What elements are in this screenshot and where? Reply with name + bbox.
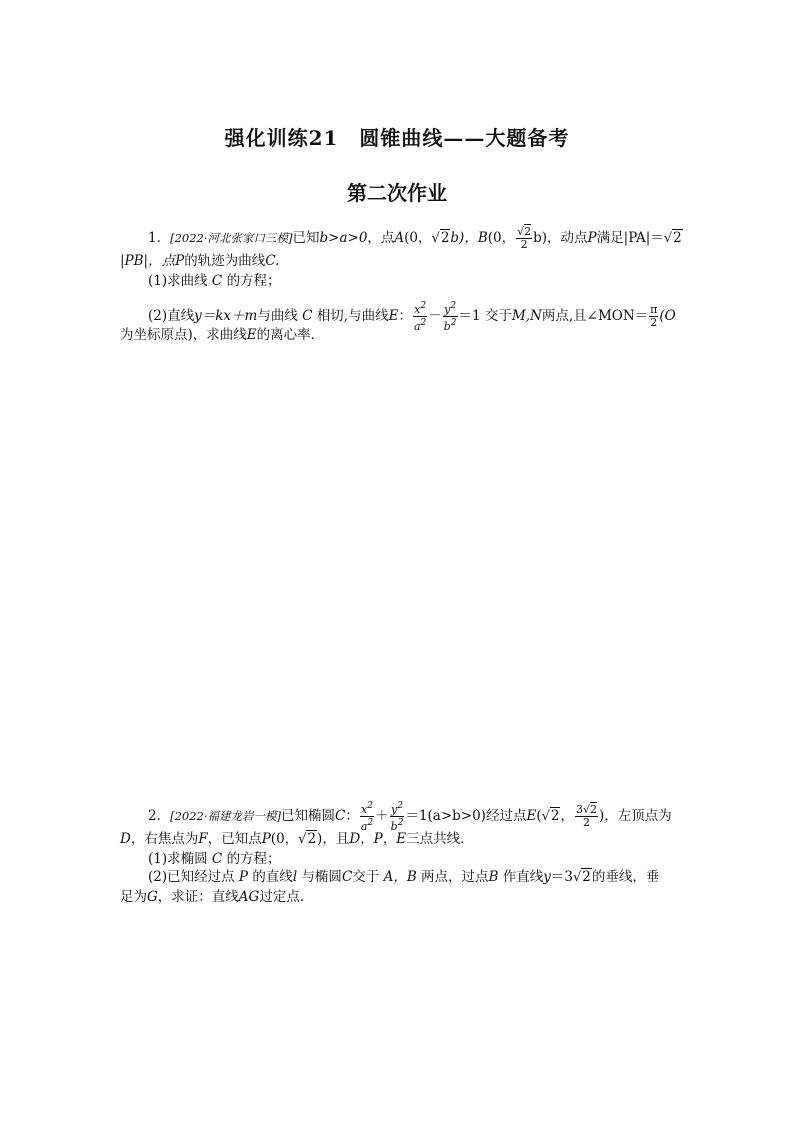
exp: 2 — [367, 801, 373, 811]
text: 过定点． — [259, 889, 314, 905]
coef: 3 — [575, 803, 583, 816]
point-b: B — [477, 230, 488, 246]
text: b)，动点 — [533, 230, 588, 246]
text: 的轨迹为曲线 — [184, 253, 266, 269]
text: ＝1(a>b>0)经过点 — [405, 808, 527, 824]
page-title: 强化训练21 圆锥曲线——大题备考 — [224, 126, 570, 150]
text: 的直线 — [252, 869, 293, 885]
var: x — [414, 303, 421, 316]
fraction-3sqrt2-over-2 — [575, 804, 598, 829]
var: b — [390, 820, 398, 833]
problem2-question1 — [148, 850, 281, 868]
text: ( — [536, 808, 542, 824]
text: (2)直线 — [148, 308, 195, 324]
sqrt-2 — [542, 807, 561, 826]
text: ， — [560, 808, 574, 824]
text: (0， — [270, 831, 299, 847]
fraction-y2-b2 — [390, 800, 405, 833]
problem2-line2 — [120, 830, 474, 849]
var: a — [413, 320, 421, 333]
text: 已知 — [292, 230, 320, 246]
var-y: y — [543, 869, 551, 885]
radicand: 2 — [673, 230, 682, 246]
text: )，且 — [317, 831, 350, 847]
text: (1)求曲线 — [148, 273, 208, 289]
problem2-number: 2． — [148, 808, 171, 824]
problem1-line2 — [120, 252, 279, 270]
point-a: A — [394, 230, 405, 246]
point-b: B — [488, 869, 499, 885]
text: 满足|PA|＝ — [596, 230, 664, 246]
sqrt-2 — [298, 830, 317, 849]
point-f: F — [198, 831, 208, 847]
line-l: l — [292, 869, 298, 885]
denominator — [413, 317, 427, 333]
text: 的垂线，垂 — [591, 869, 660, 885]
curve-e: E — [388, 308, 399, 324]
points-ab: A，B — [383, 869, 417, 885]
text: 的方程； — [226, 851, 281, 867]
problem2-question2 — [148, 868, 659, 887]
text: 已知椭圆 — [281, 808, 335, 824]
text: )，左顶点为 — [599, 808, 672, 824]
exp: 2 — [367, 818, 374, 828]
condition: b>a>0 — [319, 230, 368, 246]
point-p: P — [261, 831, 271, 847]
text: |PB|，点 — [120, 253, 176, 269]
exp: 2 — [397, 801, 403, 811]
text: ＝1 交于 — [458, 308, 512, 324]
fraction-x2-a2 — [413, 300, 427, 333]
text: 为坐标原点)，求曲线 — [120, 327, 247, 343]
ellipse-c: C — [335, 808, 346, 824]
var: a — [360, 820, 368, 833]
denominator: 2 — [650, 316, 658, 329]
radicand: 2 — [307, 831, 317, 847]
radicand: 2 — [550, 808, 560, 824]
point-d: D — [120, 831, 131, 847]
numerator — [413, 300, 427, 317]
text: (0， — [487, 230, 516, 246]
numerator — [443, 300, 458, 317]
point-g: G — [147, 889, 158, 905]
radical: √ — [663, 231, 673, 246]
curve-c: C. — [265, 253, 280, 269]
radical: √ — [573, 870, 582, 885]
var: y — [391, 803, 398, 816]
text: (0， — [404, 230, 432, 246]
text: ： — [398, 308, 412, 324]
exp: 2 — [420, 318, 427, 328]
problem2-line5 — [120, 888, 313, 906]
problem1-line5 — [120, 326, 324, 344]
sqrt-2 — [573, 868, 592, 887]
denominator: 2 — [520, 238, 528, 251]
fraction-sqrt2-over-2 — [516, 226, 532, 251]
text: ，已知点 — [207, 831, 262, 847]
radical: √ — [582, 803, 590, 816]
radicand: 2 — [440, 230, 450, 246]
numerator — [390, 800, 405, 817]
var: y — [444, 303, 451, 316]
problem2-source: [2022·福建龙岩一模] — [170, 809, 281, 823]
curve-e: E — [246, 327, 257, 343]
numerator — [360, 800, 374, 817]
problem1-question1 — [148, 272, 281, 290]
fraction-pi-2 — [649, 304, 658, 329]
point-p: P — [238, 869, 249, 885]
curve-c: C — [211, 273, 223, 289]
ellipse-c: C — [341, 869, 353, 885]
point-e: E — [526, 808, 537, 824]
line-equation: y＝kx＋m — [194, 308, 258, 324]
fraction-y2-b2 — [443, 300, 458, 333]
text: 的离心率． — [256, 327, 325, 343]
curve-c: C — [302, 308, 313, 324]
var: x — [361, 803, 368, 816]
problem1-line1 — [148, 226, 683, 251]
denominator — [443, 317, 458, 333]
text: 两点,且∠MON＝ — [541, 308, 649, 324]
text: (2)已知经过点 — [148, 869, 235, 885]
radical: √ — [517, 225, 525, 238]
exp: 2 — [450, 318, 457, 328]
text: ： — [345, 808, 359, 824]
radicand: 2 — [524, 225, 532, 238]
problem1-source: [2022·河北张家口三模] — [170, 231, 293, 245]
exp: 2 — [450, 301, 457, 311]
sqrt-2 — [432, 229, 451, 248]
line-ag: AG — [238, 889, 260, 905]
radicand: 2 — [590, 803, 597, 816]
var: b — [443, 320, 451, 333]
points-dpe: D，P，E — [349, 831, 407, 847]
page-subtitle: 第二次作业 — [347, 181, 447, 205]
radical: √ — [431, 231, 440, 246]
text: 与椭圆 — [301, 869, 342, 885]
exp: 2 — [397, 818, 404, 828]
fraction-x2-a2 — [360, 800, 374, 833]
exp: 2 — [420, 301, 427, 311]
radicand: 2 — [582, 869, 591, 885]
point-p: P — [175, 253, 185, 269]
denominator: 2 — [582, 816, 590, 829]
text: ，求证：直线 — [157, 889, 239, 905]
text: ＝3 — [550, 869, 573, 885]
text: (1)求椭圆 — [148, 851, 208, 867]
point-p: P — [587, 230, 597, 246]
problem2-line1 — [148, 800, 672, 833]
points-mn: M,N — [511, 308, 542, 324]
plus: ＋ — [375, 808, 389, 824]
problem1-number: 1． — [148, 230, 171, 246]
text: 三点共线． — [406, 831, 474, 847]
radical: √ — [541, 809, 550, 824]
text: ，右焦点为 — [130, 831, 199, 847]
ellipse-c: C — [211, 851, 223, 867]
text: 与曲线 — [257, 308, 298, 324]
text: 相切,与曲线 — [316, 308, 389, 324]
text: b)， — [450, 230, 478, 246]
text: 足为 — [120, 889, 147, 905]
numerator: π — [650, 303, 658, 316]
text: ，点 — [367, 230, 395, 246]
text: 的方程； — [226, 273, 281, 289]
text: (O — [659, 308, 676, 324]
text: 两点，过点 — [421, 869, 489, 885]
sqrt-2 — [664, 229, 683, 248]
text: 交于 — [352, 869, 380, 885]
text: 作直线 — [502, 869, 544, 885]
radical: √ — [298, 832, 307, 847]
minus: － — [428, 308, 442, 324]
